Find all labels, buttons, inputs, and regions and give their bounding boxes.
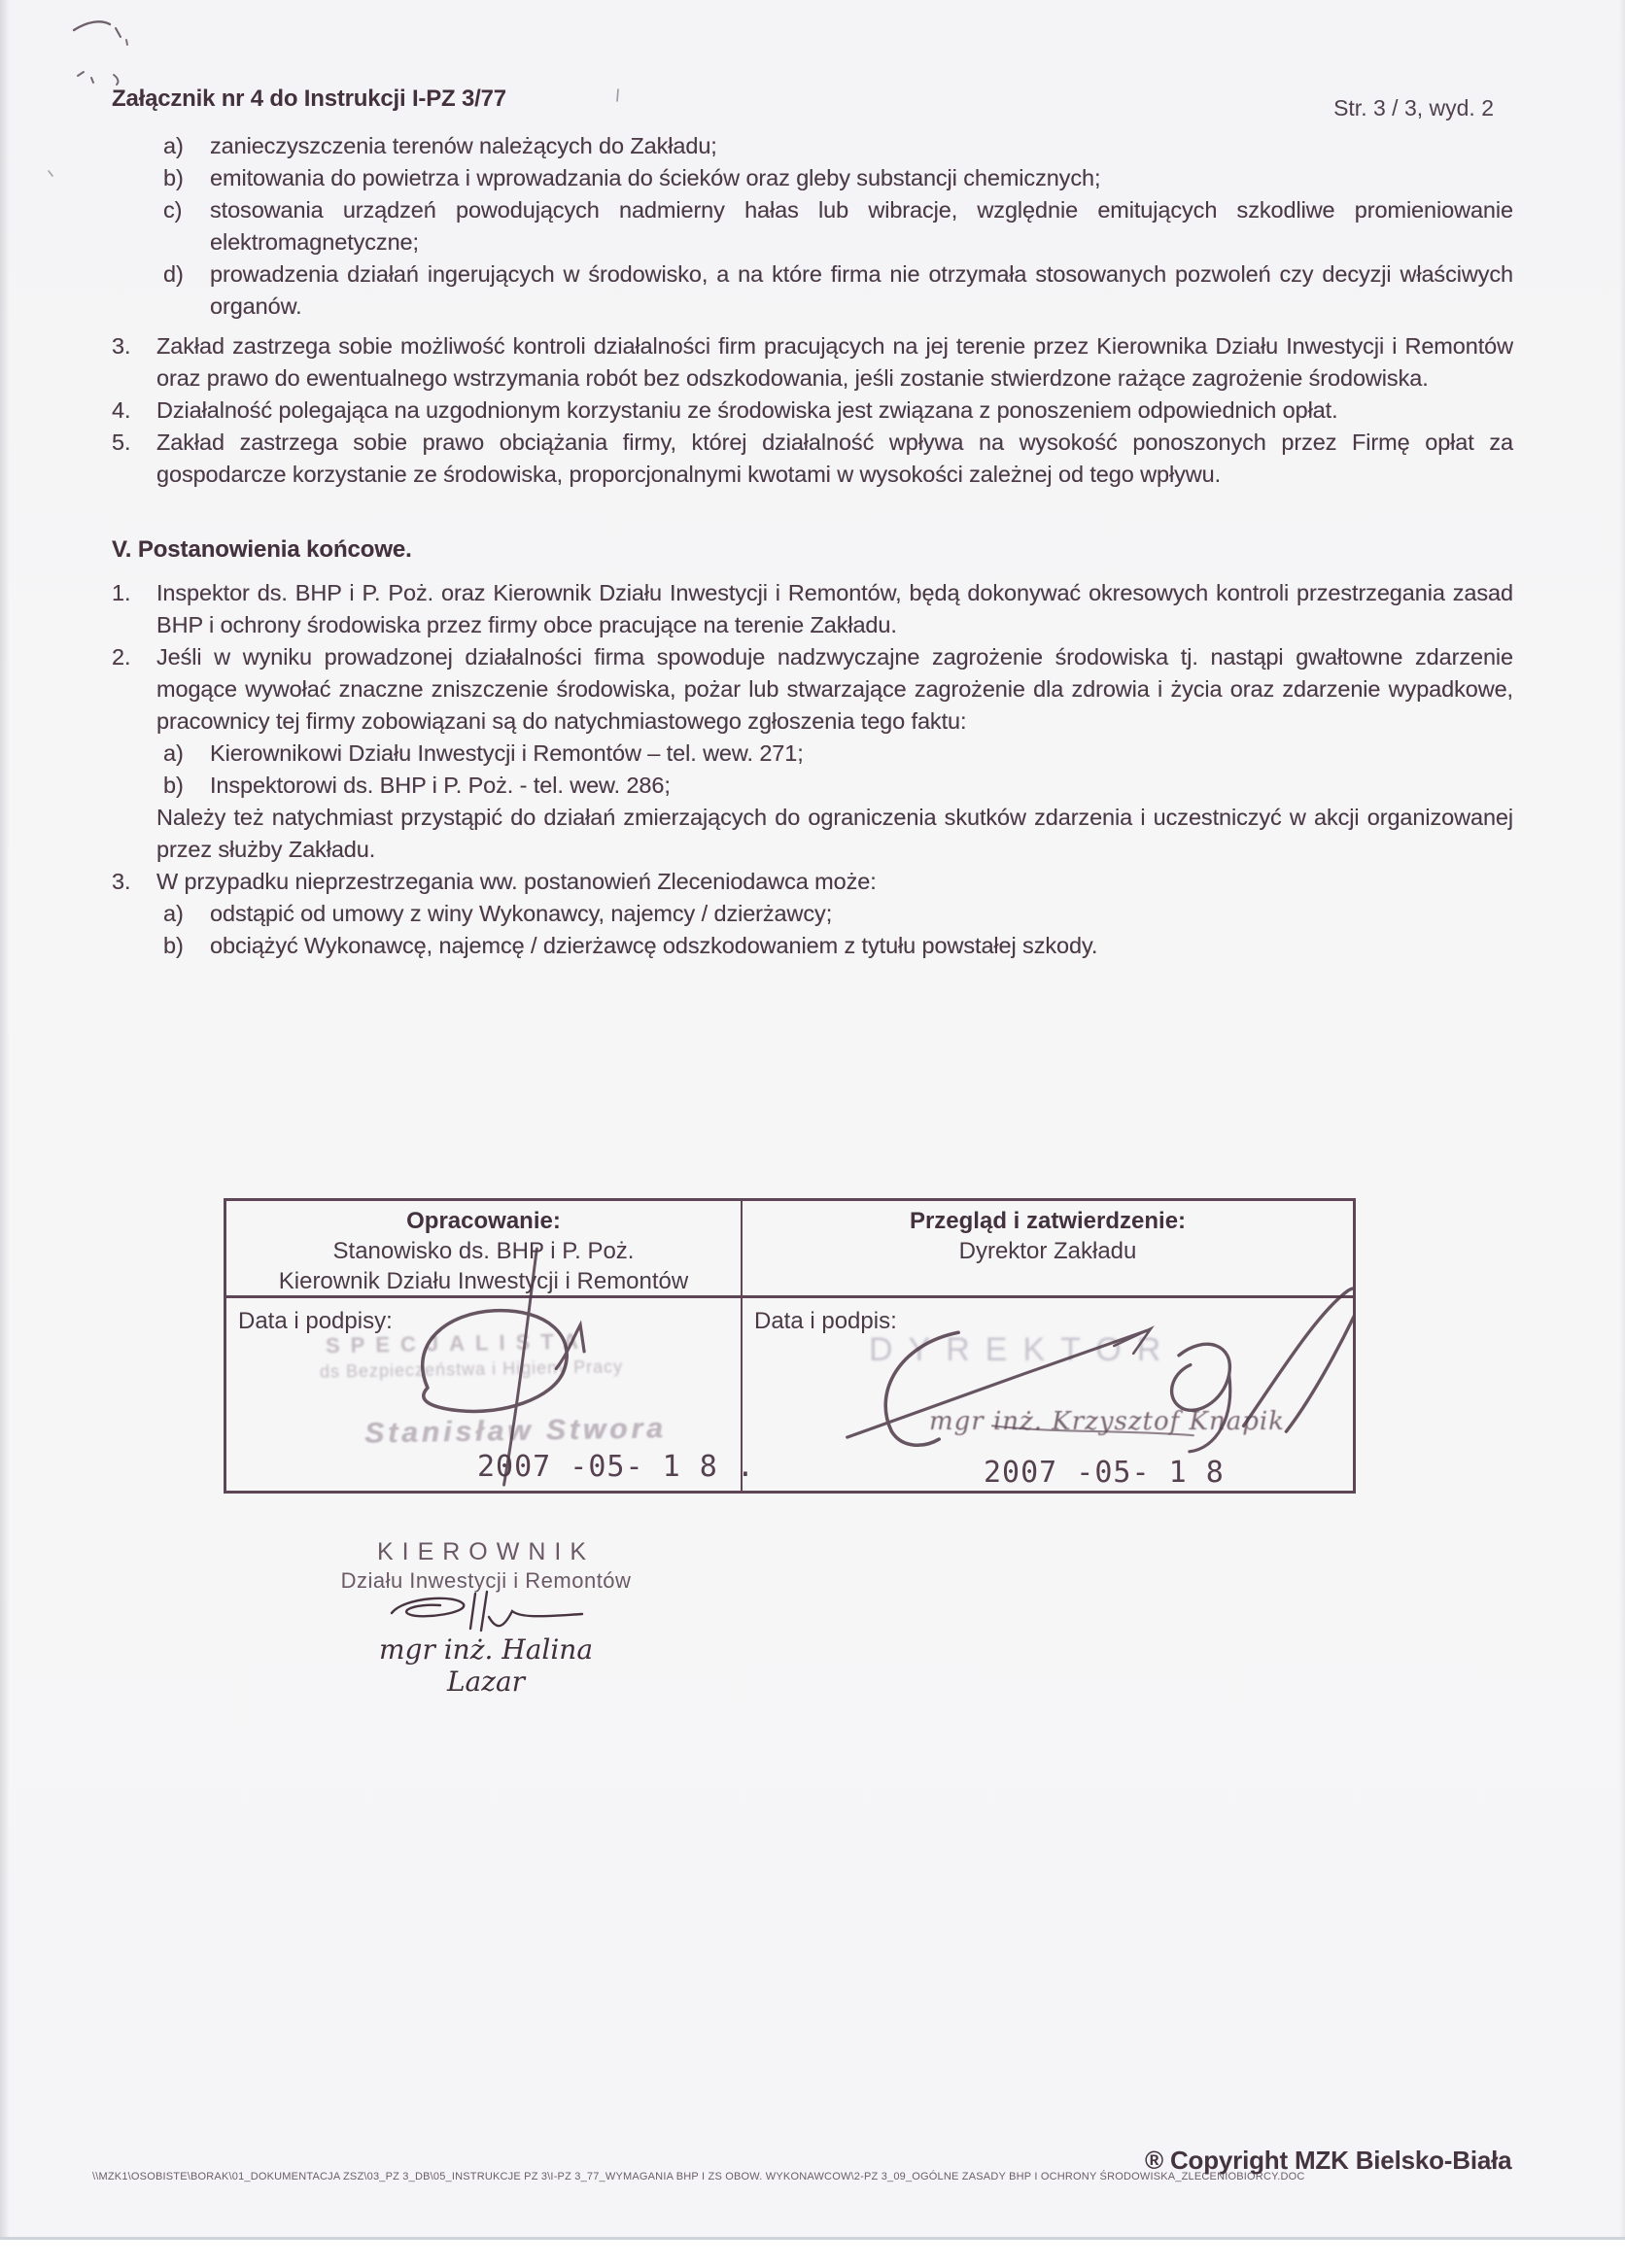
list-item-label: a) bbox=[163, 133, 184, 158]
dyrektor-stamp: DYREKTOR bbox=[869, 1331, 1177, 1368]
list-item-text: Inspektorowi ds. BHP i P. Poż. - tel. wew. 286; bbox=[210, 773, 671, 798]
kierownik-signature bbox=[338, 1590, 634, 1637]
list-item bbox=[112, 162, 1513, 194]
stwora-name-stamp: Stanisław Stwora bbox=[363, 1412, 668, 1450]
list-item-text: Zakład zastrzega sobie możliwość kontroli działalności firm pracujących na jej terenie przez Kierownika Działu Inwestycji i Remontów oraz prawo do ewentualnego wstrzymania robót bez odszkodowania, jeśli zostanie stwierdzone rażące zagrożenie środowiska. bbox=[156, 333, 1513, 391]
list-item-label: 1. bbox=[112, 580, 131, 605]
list-item-label: 5. bbox=[112, 430, 131, 455]
list-item bbox=[112, 930, 1513, 962]
list-item-label: a) bbox=[163, 740, 184, 766]
numbered-list bbox=[112, 330, 1513, 491]
approval-header-right bbox=[743, 1201, 1353, 1296]
list-item bbox=[112, 770, 1513, 802]
list-item-text: prowadzenia działań ingerujących w środowisko, a na które firma nie otrzymała stosowanych pozwoleń czy decyzji właściwych organów. bbox=[210, 261, 1513, 319]
kierownik-stamp-block bbox=[338, 1538, 634, 1698]
copyright-notice: ® Copyright MZK Bielsko-Biała bbox=[1145, 2146, 1512, 2175]
approval-table bbox=[224, 1198, 1356, 1494]
list-item-label: b) bbox=[163, 773, 184, 798]
list-item bbox=[112, 866, 1513, 898]
knapik-name-stamp: mgr inż. Krzysztof Knapik bbox=[929, 1407, 1285, 1436]
document-body bbox=[112, 130, 1513, 962]
list-item bbox=[112, 330, 1513, 395]
list-item bbox=[112, 258, 1513, 323]
list-item bbox=[112, 577, 1513, 641]
document-header bbox=[112, 86, 1511, 121]
approval-table-signature-row bbox=[226, 1298, 1353, 1491]
list-item-label: 3. bbox=[112, 333, 131, 359]
opracowanie-role-2: Kierownik Działu Inwestycji i Remontów bbox=[278, 1268, 689, 1294]
approval-header-left bbox=[226, 1201, 743, 1296]
list-item-label: c) bbox=[163, 197, 183, 223]
signature-cell-right bbox=[743, 1298, 1353, 1491]
list-item bbox=[112, 130, 1513, 162]
attachment-title: Załącznik nr 4 do Instrukcji I-PZ 3/77 bbox=[112, 86, 506, 112]
list-item bbox=[112, 898, 1513, 930]
list-item-label: 2. bbox=[112, 644, 131, 670]
specjalista-stamp-line1: SPECJALISTA bbox=[325, 1328, 590, 1358]
list-item-text: stosowania urządzeń powodujących nadmierny hałas lub wibracje, względnie emitujących szkodliwe promieniowanie elektromagnetyczne; bbox=[210, 197, 1513, 255]
kierownik-stamp-title: KIEROWNIK bbox=[376, 1538, 596, 1565]
list-item-label: 4. bbox=[112, 397, 131, 423]
list-item-text: Inspektor ds. BHP i P. Poż. oraz Kierownik Działu Inwestycji i Remontów, będą dokonywać okresowych kontroli przestrzegania zasad BHP i ochrony środowiska przez firmy obce pracujące na terenie Zakładu. bbox=[156, 580, 1513, 637]
approval-table-header-row bbox=[226, 1201, 1353, 1298]
halina-signature-icon bbox=[374, 1590, 598, 1632]
date-stamp-left: 2007 -05- 1 8 . bbox=[477, 1450, 755, 1484]
signature-cell-left bbox=[226, 1298, 755, 1491]
date-signature-label: Data i podpis: bbox=[754, 1308, 897, 1334]
page-info: Str. 3 / 3, wyd. 2 bbox=[1333, 95, 1494, 120]
date-stamp-right: 2007 -05- 1 8 bbox=[984, 1456, 1225, 1490]
list-item-text: Kierownikowi Działu Inwestycji i Remontów – tel. wew. 271; bbox=[210, 740, 804, 766]
specjalista-stamp-line2: ds Bezpieczeństwa i Higieny Pracy bbox=[319, 1357, 624, 1382]
list-item bbox=[112, 395, 1513, 427]
kierownik-stamp-name: mgr inż. Halina Lazar bbox=[378, 1633, 594, 1698]
list-item-text: zanieczyszczenia terenów należących do Zakładu; bbox=[210, 133, 717, 158]
list-item-text: Działalność polegająca na uzgodnionym korzystaniu ze środowiska jest związana z ponoszeniem odpowiednich opłat. bbox=[156, 397, 1338, 423]
list-item-text: emitowania do powietrza i wprowadzania do ścieków oraz gleby substancji chemicznych; bbox=[210, 165, 1101, 190]
przeglad-role: Dyrektor Zakładu bbox=[958, 1238, 1137, 1264]
list-item-text: obciążyć Wykonawcę, najemcę / dzierżawcę odszkodowaniem z tytułu powstałej szkody. bbox=[210, 933, 1098, 958]
list-item-label: d) bbox=[163, 261, 184, 287]
list-item bbox=[112, 427, 1513, 491]
list-item-text: Zakład zastrzega sobie prawo obciążania firmy, której działalność wpływa na wysokość ponoszonych przez Firmę opłat za gospodarcze korzystanie ze środowiska, proporcjonalnymi kwotami w wysokości zależnej od tego wpływu. bbox=[156, 430, 1513, 487]
list-item-label: b) bbox=[163, 933, 184, 958]
opracowanie-role-1: Stanowisko ds. BHP i P. Poż. bbox=[332, 1238, 635, 1264]
list-item-label: b) bbox=[163, 165, 184, 190]
list-item-label: a) bbox=[163, 901, 184, 926]
list-item-label: 3. bbox=[112, 869, 131, 894]
footer-file-path: \\MZK1\OSOBISTE\BORAK\01_DOKUMENTACJA ZSZ\03_PZ 3_DB\05_INSTRUKCJE PZ 3\I-PZ 3_77_WYMAGANIA BHP I ZS OBOW. WYKONAWCOW\2-PZ 3_09_OGÓLNE ZASADY BHP I OCHRONY ŚRODOWISKA_ZLECENIOBIORCY.DOC bbox=[92, 2171, 1305, 2182]
list-item-text: W przypadku nieprzestrzegania ww. postanowień Zleceniodawca może: bbox=[156, 869, 877, 894]
continuation-paragraph: Należy też natychmiast przystąpić do działań zmierzających do ograniczenia skutków zdarzenia i uczestniczyć w akcji organizowanej przez służby Zakładu. bbox=[156, 805, 1513, 862]
kierownik-stamp-subtitle: Działu Inwestycji i Remontów bbox=[340, 1568, 632, 1593]
przeglad-title: Przegląd i zatwierdzenie: bbox=[909, 1208, 1187, 1234]
list-item bbox=[112, 738, 1513, 770]
list-item bbox=[112, 194, 1513, 258]
date-signatures-label: Data i podpisy: bbox=[238, 1308, 393, 1334]
list-item bbox=[112, 641, 1513, 738]
section-title: V. Postanowienia końcowe. bbox=[112, 536, 412, 563]
list-item-text: Jeśli w wyniku prowadzonej działalności firma spowoduje nadzwyczajne zagrożenie środowiska tj. nastąpi gwałtowne zdarzenie mogące wywołać znaczne zniszczenie środowiska, pożar lub stwarzające zagrożenie dla zdrowia i życia oraz zdarzenie wypadkowe, pracownicy tej firmy zobowiązani są do natychmiastowego zgłoszenia tego faktu: bbox=[156, 644, 1513, 734]
opracowanie-title: Opracowanie: bbox=[406, 1208, 561, 1234]
list-item-text: odstąpić od umowy z winy Wykonawcy, najemcy / dzierżawcy; bbox=[210, 901, 833, 926]
